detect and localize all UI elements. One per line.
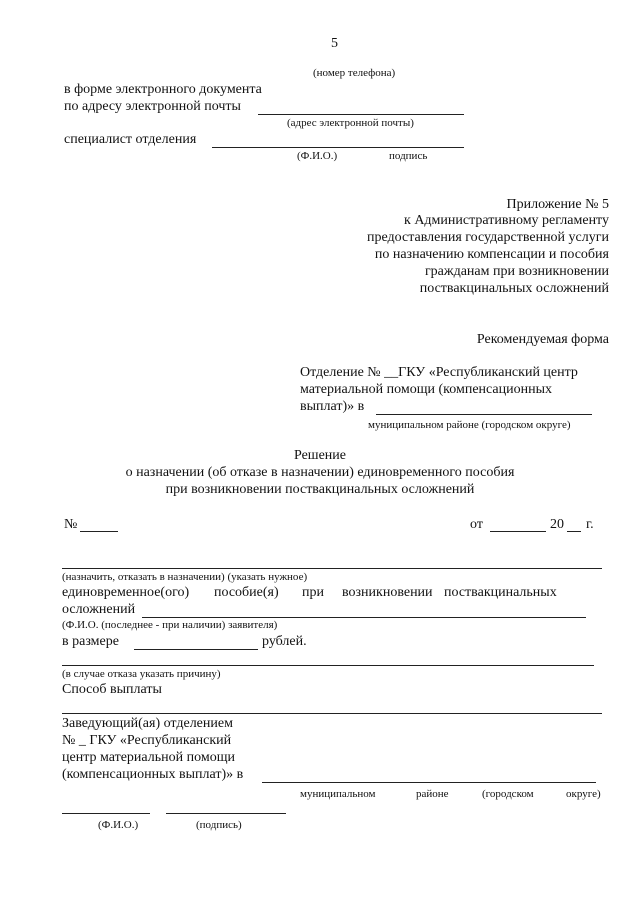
addressee-line-2: материальной помощи (компенсационных [300,382,553,397]
year-prefix: 20 [550,517,564,532]
head-line-4: (компенсационных выплат)» в [62,767,244,782]
specialist-fio-caption: (Ф.И.О.) [297,150,338,162]
complications-label: осложнений [62,602,136,617]
payment-method-label: Способ выплаты [62,682,162,697]
appendix-line-2: к Административному регламенту [404,213,609,228]
assign-line [62,568,602,569]
assign-caption: (назначить, отказать в назначении) (указать нужное) [62,571,308,583]
lump-sum-word-4: возникновении [342,585,433,600]
decision-title: Решение [293,448,346,463]
page-number: 5 [331,36,338,51]
amount-line [134,649,258,650]
district-word-2: районе [416,788,449,800]
appendix-line-4: по назначению компенсации и пособия [374,247,609,262]
specialist-label: специалист отделения [64,132,197,147]
refusal-line [62,665,594,666]
head-line-1: Заведующий(ая) отделением [62,716,233,731]
lump-sum-word-2: пособие(я) [214,585,279,600]
head-fio-caption: (Ф.И.О.) [98,819,139,831]
lump-sum-word-5: поствакцинальных [444,585,557,600]
decision-line-2: при возникновении поствакцинальных осложнений [165,482,475,497]
from-label: от [470,517,483,532]
number-label: № [64,517,78,532]
year-line [567,531,581,532]
year-suffix: г. [586,517,594,532]
appendix-line-5: гражданам при возникновении [424,264,609,279]
district-word-1: муниципальном [300,788,376,800]
phone-caption: (номер телефона) [313,67,396,79]
specialist-signature-caption: подпись [389,150,428,162]
refusal-caption: (в случае отказа указать причину) [62,668,221,680]
amount-label: в размере [62,634,119,649]
head-line-3: центр материальной помощи [62,750,235,765]
amount-unit: рублей. [262,634,307,649]
addressee-line-1: Отделение № __ГКУ «Республиканский центр [300,365,578,380]
applicant-line [142,617,586,618]
district-word-3: (городском [482,788,534,800]
appendix-line-3: предоставления государственной услуги [367,230,609,245]
head-line-2: № _ ГКУ «Республиканский [62,733,232,748]
lump-sum-word-3: при [302,585,324,600]
lump-sum-word-1: единовременное(ого) [62,585,190,600]
number-line [80,531,118,532]
email-field-line [258,114,464,115]
head-fio-line [62,813,150,814]
addressee-line-3: выплат)» в [300,399,365,414]
appendix-line-1: Приложение № 5 [506,197,609,212]
date-line [490,531,546,532]
head-district-line [262,782,596,783]
addressee-district-line [376,414,592,415]
head-signature-caption: (подпись) [196,819,242,831]
email-label: по адресу электронной почты [64,99,241,114]
specialist-field-line [212,147,464,148]
appendix-line-6: поствакцинальных осложнений [419,281,609,296]
district-word-4: округе) [566,788,601,800]
recommended-form-label: Рекомендуемая форма [476,332,609,347]
email-caption: (адрес электронной почты) [287,117,414,129]
head-signature-line [166,813,286,814]
addressee-caption: муниципальном районе (городском округе) [368,419,571,431]
electronic-document-text: в форме электронного документа [64,82,262,97]
applicant-caption: (Ф.И.О. (последнее - при наличии) заявителя) [62,619,278,631]
decision-line-1: о назначении (об отказе в назначении) единовременного пособия [125,465,515,480]
payment-method-line [62,713,602,714]
